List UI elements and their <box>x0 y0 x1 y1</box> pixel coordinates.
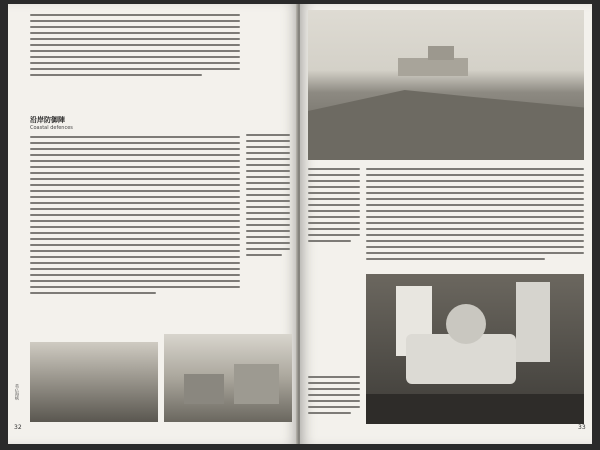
left-intro-text <box>30 14 240 80</box>
left-page-number: 32 <box>14 424 22 431</box>
photo-bunker-ruins <box>164 334 292 422</box>
right-page <box>300 4 592 444</box>
side-label: 英仏海峡 <box>15 384 20 400</box>
right-side-caption <box>308 168 360 246</box>
right-photo-caption <box>308 376 360 418</box>
right-body-text <box>366 168 584 264</box>
photo-coastline <box>30 342 158 422</box>
left-side-caption <box>246 134 290 260</box>
section-heading-en: Coastal defences <box>30 125 73 131</box>
right-page-number: 33 <box>578 424 586 431</box>
left-body-text <box>30 136 240 298</box>
section-heading: 沿岸防御陣 <box>30 116 65 124</box>
photo-rangefinder-room <box>366 274 584 424</box>
left-page <box>8 4 298 444</box>
photo-hill-fortification <box>308 10 584 160</box>
